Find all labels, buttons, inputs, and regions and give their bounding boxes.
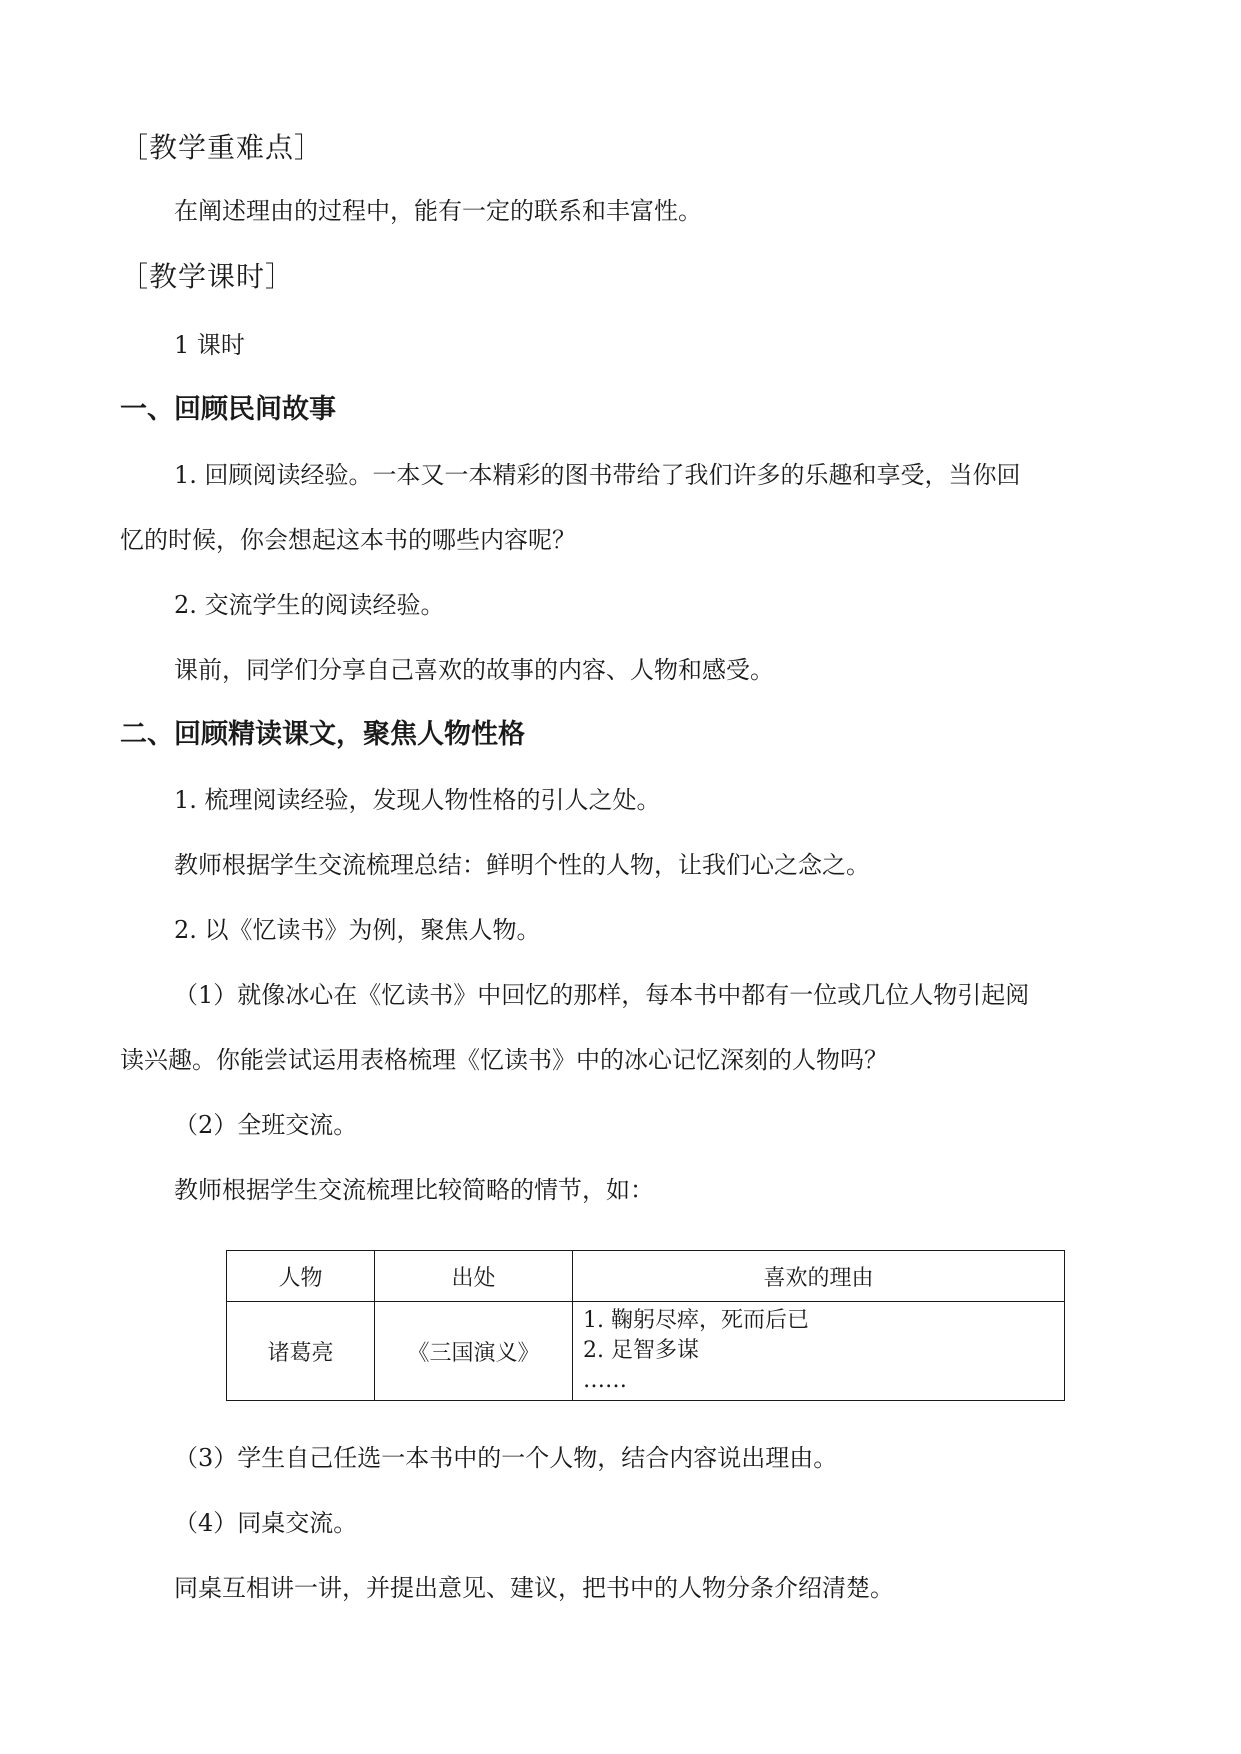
heading-period: ［教学课时］: [120, 260, 295, 293]
reason-item: 1. 鞠躬尽瘁，死而后已: [583, 1308, 809, 1333]
paragraph-part1-item2: 2. 交流学生的阅读经验。: [174, 591, 445, 619]
paragraph-part2-item2: 2. 以《忆读书》为例，聚焦人物。: [174, 916, 541, 944]
paragraph-part2-sub1-line2: 读兴趣。你能尝试运用表格梳理《忆读书》中的冰心记忆深刻的人物吗？: [120, 1046, 888, 1074]
table-header-person: 人物: [227, 1251, 375, 1302]
table-cell-reasons: [573, 1302, 1065, 1401]
paragraph-part2-sub2: （2）全班交流。: [174, 1111, 358, 1139]
paragraph-part2-sub2-note: 教师根据学生交流梳理比较简略的情节，如：: [174, 1176, 654, 1204]
paragraph-part2-sub1-line1: （1）就像冰心在《忆读书》中回忆的那样，每本书中都有一位或几位人物引起阅: [174, 981, 1030, 1009]
table-cell-source: 《三国演义》: [375, 1302, 573, 1401]
table-header-row: [227, 1251, 1065, 1302]
table-header-reasons: 喜欢的理由: [573, 1251, 1065, 1302]
paragraph-part2-sub4-note: 同桌互相讲一讲，并提出意见、建议，把书中的人物分条介绍清楚。: [174, 1574, 894, 1602]
reason-item: ……: [583, 1368, 627, 1393]
paragraph-part2-item1: 1. 梳理阅读经验，发现人物性格的引人之处。: [174, 786, 661, 814]
reason-item: 2. 足智多谋: [583, 1338, 699, 1363]
heading-difficulty: ［教学重难点］: [120, 131, 324, 164]
table-cell-person: 诸葛亮: [227, 1302, 375, 1401]
paragraph-part1-item2-note: 课前，同学们分享自己喜欢的故事的内容、人物和感受。: [174, 656, 774, 684]
table-row: [227, 1302, 1065, 1401]
paragraph-difficulty: 在阐述理由的过程中，能有一定的联系和丰富性。: [174, 197, 702, 225]
paragraph-part1-item1-line1: 1. 回顾阅读经验。一本又一本精彩的图书带给了我们许多的乐趣和享受，当你回: [174, 461, 1021, 489]
paragraph-period: 1 课时: [174, 331, 245, 359]
table-header-source: 出处: [375, 1251, 573, 1302]
paragraph-part2-sub4: （4）同桌交流。: [174, 1509, 358, 1537]
paragraph-part1-item1-line2: 忆的时候，你会想起这本书的哪些内容呢？: [120, 526, 576, 554]
heading-part2: 二、回顾精读课文，聚焦人物性格: [120, 719, 525, 750]
paragraph-part2-item1-note: 教师根据学生交流梳理总结：鲜明个性的人物，让我们心之念之。: [174, 851, 870, 879]
heading-part1: 一、回顾民间故事: [120, 394, 336, 425]
paragraph-part2-sub3: （3）学生自己任选一本书中的一个人物，结合内容说出理由。: [174, 1444, 838, 1472]
character-table: [226, 1250, 1065, 1401]
